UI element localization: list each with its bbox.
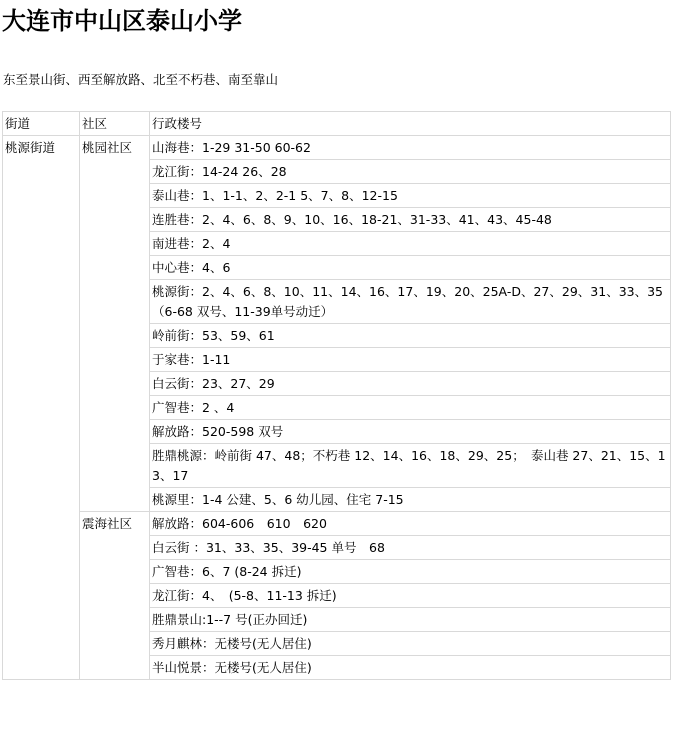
building-numbers-cell: 解放路：520-598 双号 xyxy=(150,420,671,444)
header-community: 社区 xyxy=(80,112,150,136)
header-building-numbers: 行政楼号 xyxy=(150,112,671,136)
building-numbers-cell: 胜鼎桃源：岭前街 47、48；不朽巷 12、14、16、18、29、25； 泰山巷 27、21、15、13、17 xyxy=(150,444,671,488)
table-row xyxy=(3,136,671,160)
building-numbers-cell: 于家巷：1-11 xyxy=(150,348,671,372)
building-numbers-cell: 半山悦景：无楼号(无人居住) xyxy=(150,656,671,680)
building-numbers-cell: 胜鼎景山:1--7 号(正办回迁) xyxy=(150,608,671,632)
building-numbers-cell: 白云街 ：31、33、35、39-45 单号 68 xyxy=(150,536,671,560)
building-numbers-cell: 龙江街：4、 (5-8、11-13 拆迁) xyxy=(150,584,671,608)
table-row xyxy=(3,512,671,536)
building-numbers-cell: 连胜巷：2、4、6、8、9、10、16、18-21、31-33、41、43、45-48 xyxy=(150,208,671,232)
building-numbers-cell: 广智巷：2 、4 xyxy=(150,396,671,420)
page-title: 大连市中山区泰山小学 xyxy=(2,6,242,35)
boundary-description: 东至景山街、西至解放路、北至不朽巷、南至靠山 xyxy=(3,72,279,87)
building-numbers-cell: 秀月麒林：无楼号(无人居住) xyxy=(150,632,671,656)
community-cell: 震海社区 xyxy=(80,512,150,680)
building-numbers-cell: 广智巷：6、7 (8-24 拆迁) xyxy=(150,560,671,584)
building-numbers-cell: 中心巷：4、6 xyxy=(150,256,671,280)
building-numbers-cell: 南进巷：2、4 xyxy=(150,232,671,256)
building-numbers-cell: 桃源里：1-4 公建、5、6 幼儿园、住宅 7-15 xyxy=(150,488,671,512)
building-numbers-cell: 龙江街：14-24 26、28 xyxy=(150,160,671,184)
street-cell: 桃源街道 xyxy=(3,136,80,680)
building-numbers-cell: 白云街：23、27、29 xyxy=(150,372,671,396)
address-table-body xyxy=(3,112,671,680)
address-table xyxy=(2,111,671,680)
table-header-row xyxy=(3,112,671,136)
building-numbers-cell: 泰山巷：1、1-1、2、2-1 5、7、8、12-15 xyxy=(150,184,671,208)
building-numbers-cell: 岭前街：53、59、61 xyxy=(150,324,671,348)
building-numbers-cell: 山海巷：1-29 31-50 60-62 xyxy=(150,136,671,160)
building-numbers-cell: 桃源街：2、4、6、8、10、11、14、16、17、19、20、25A-D、27、29、31、33、35（6-68 双号、11-39单号动迁） xyxy=(150,280,671,324)
building-numbers-cell: 解放路：604-606 610 620 xyxy=(150,512,671,536)
community-cell: 桃园社区 xyxy=(80,136,150,512)
header-street: 街道 xyxy=(3,112,80,136)
